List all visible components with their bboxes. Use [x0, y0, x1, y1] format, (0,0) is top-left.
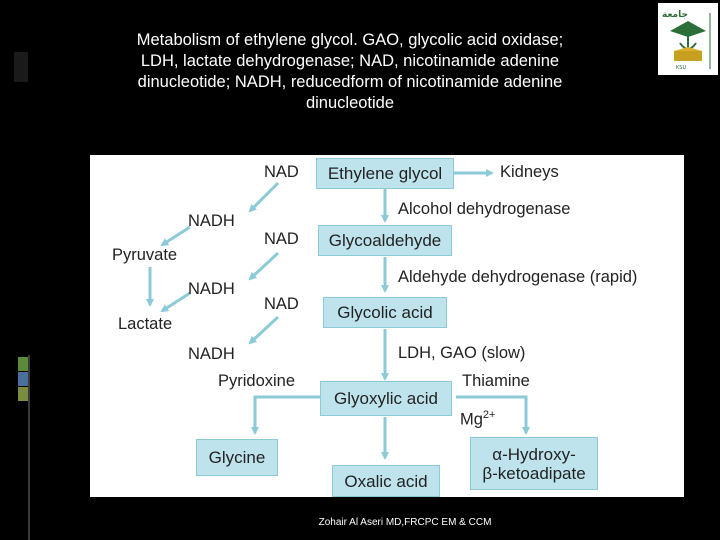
label-pyridoxine: Pyridoxine	[218, 372, 296, 390]
label-lactate: Lactate	[118, 315, 173, 333]
box-glycoaldehyde: Glycoaldehyde	[318, 225, 452, 256]
svg-text:KSU: KSU	[676, 65, 687, 71]
mg-text: Mg	[460, 410, 483, 429]
title-line-2: LDH, lactate dehydrogenase; NAD, nicotinamide adenine	[140, 52, 560, 70]
slide-title	[80, 30, 620, 114]
box-oxalic-acid: Oxalic acid	[332, 465, 440, 497]
label-alcohol-dehydrogenase: Alcohol dehydrogenase	[398, 200, 571, 218]
footer-credit: Zohair Al Aseri MD,FRCPC EM & CCM	[318, 517, 492, 528]
box-hydroxy-ketoadipate	[470, 437, 598, 490]
label-nad-1: NAD	[264, 163, 299, 181]
arrow-to-glycine	[255, 397, 320, 433]
label-nad-3: NAD	[264, 295, 299, 313]
label-nad-2: NAD	[264, 230, 299, 248]
decorative-line	[28, 355, 30, 540]
arrow-nad-nadh-1	[250, 183, 278, 211]
hydroxy-line-1: α-Hydroxy-	[492, 444, 576, 464]
arrow-nadh-to-lactate	[162, 293, 190, 311]
box-glyoxylic-acid: Glyoxylic acid	[320, 381, 452, 416]
arrow-nad-nadh-2	[250, 253, 278, 279]
title-line-3: dinucleotide; NADH, reducedform of nicotinamide adenine	[137, 73, 563, 91]
label-kidneys: Kidneys	[500, 163, 559, 181]
metabolism-diagram	[90, 155, 684, 497]
hydroxy-line-2: β-ketoadipate	[482, 463, 586, 483]
label-mg	[460, 409, 495, 430]
label-pyruvate: Pyruvate	[112, 246, 178, 264]
label-aldehyde-dehydrogenase: Aldehyde dehydrogenase (rapid)	[398, 268, 638, 286]
svg-text:جامعة: جامعة	[662, 10, 688, 20]
decorative-stripe-olive	[18, 387, 28, 401]
box-glycine: Glycine	[196, 439, 278, 476]
decorative-stripe-green	[18, 357, 28, 371]
box-glycolic-acid: Glycolic acid	[323, 297, 447, 328]
title-line-4: dinucleotide	[305, 94, 395, 112]
arrow-nad-nadh-3	[250, 317, 278, 343]
decorative-stripe-blue	[18, 372, 28, 386]
university-seal-icon	[658, 3, 718, 75]
label-ldh-gao: LDH, GAO (slow)	[398, 344, 526, 362]
label-nadh-3: NADH	[188, 345, 235, 363]
title-line-1: Metabolism of ethylene glycol. GAO, glycolic acid oxidase;	[136, 31, 564, 49]
label-nadh-1: NADH	[188, 212, 235, 230]
mg-superscript: 2+	[482, 409, 496, 421]
label-nadh-2: NADH	[188, 280, 235, 298]
label-thiamine: Thiamine	[462, 372, 530, 390]
decorative-block	[14, 52, 28, 82]
arrow-nadh-to-pyruvate	[162, 227, 190, 245]
box-ethylene-glycol: Ethylene glycol	[316, 158, 454, 189]
